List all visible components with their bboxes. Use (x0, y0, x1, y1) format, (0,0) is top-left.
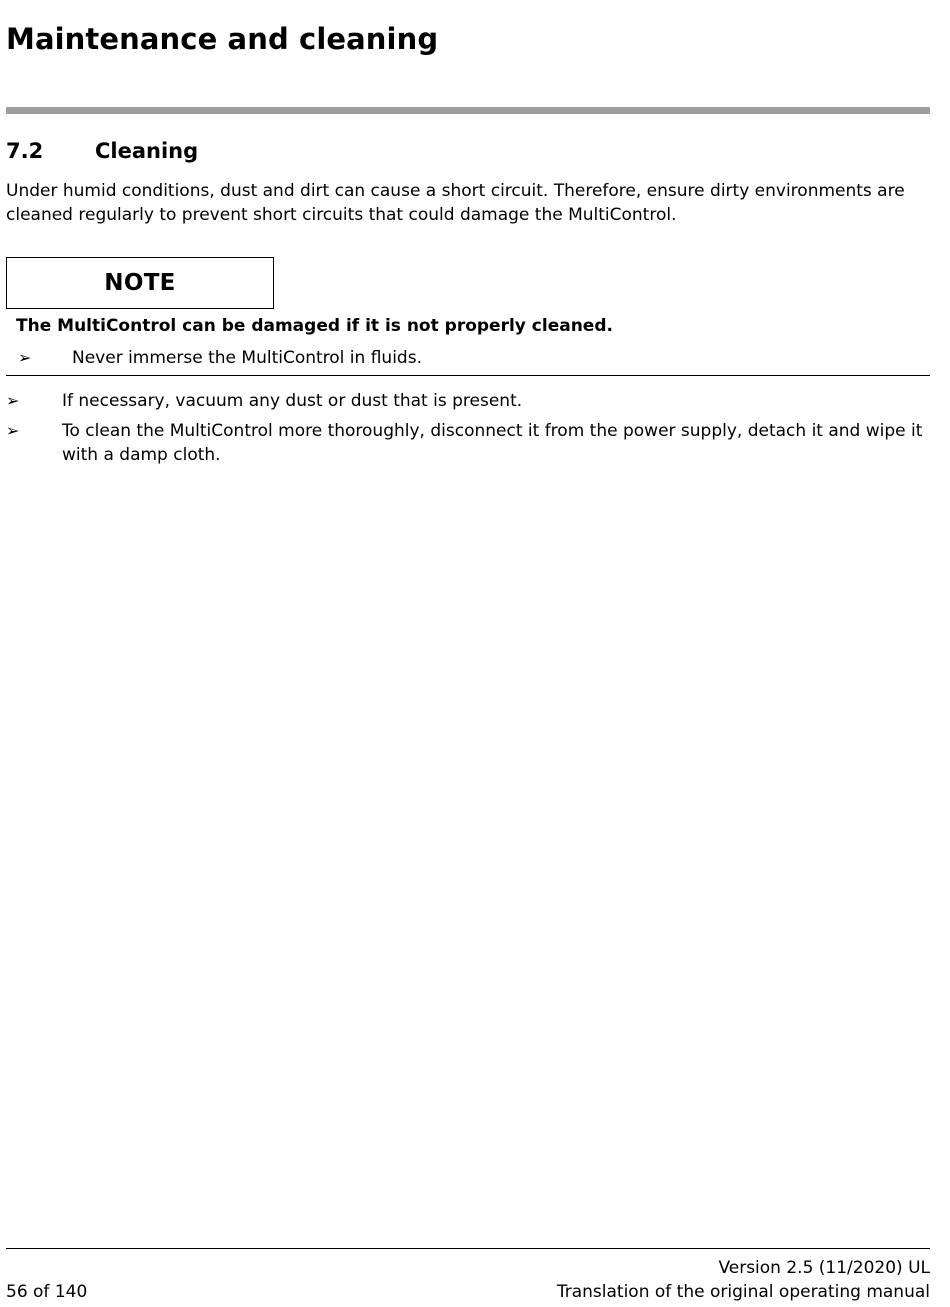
arrow-bullet-icon: ➢ (6, 391, 20, 410)
page-title: Maintenance and cleaning (6, 22, 439, 56)
title-divider (6, 107, 930, 114)
step-item (6, 419, 926, 467)
footer-manual-note: Translation of the original operating manual (556, 1282, 930, 1302)
section-heading (6, 139, 198, 163)
section-title: Cleaning (95, 139, 199, 163)
step-text: If necessary, vacuum any dust or dust that is present. (62, 391, 523, 411)
note-label-box (6, 257, 274, 309)
intro-paragraph: Under humid conditions, dust and dirt can cause a short circuit. Therefore, ensure dirty environments are cleaned regularly to prevent short circuits that could damage the MultiControl. (6, 181, 905, 225)
note-bullet-item (18, 346, 918, 370)
step-text: To clean the MultiControl more thoroughly, disconnect it from the power supply, detach it and wipe it with a damp cloth. (62, 421, 923, 465)
footer-divider (6, 1248, 930, 1249)
note-warning: The MultiControl can be damaged if it is not properly cleaned. (16, 316, 613, 336)
note-divider (6, 375, 930, 376)
section-number: 7.2 (6, 139, 44, 163)
note-bullet-text: Never immerse the MultiControl in fluids. (72, 348, 422, 368)
arrow-bullet-icon: ➢ (6, 421, 20, 440)
step-item (6, 389, 926, 413)
footer-version: Version 2.5 (11/2020) UL (718, 1258, 930, 1278)
arrow-bullet-icon: ➢ (18, 348, 32, 367)
note-label: NOTE (104, 270, 176, 296)
page-number: 56 of 140 (6, 1282, 88, 1302)
